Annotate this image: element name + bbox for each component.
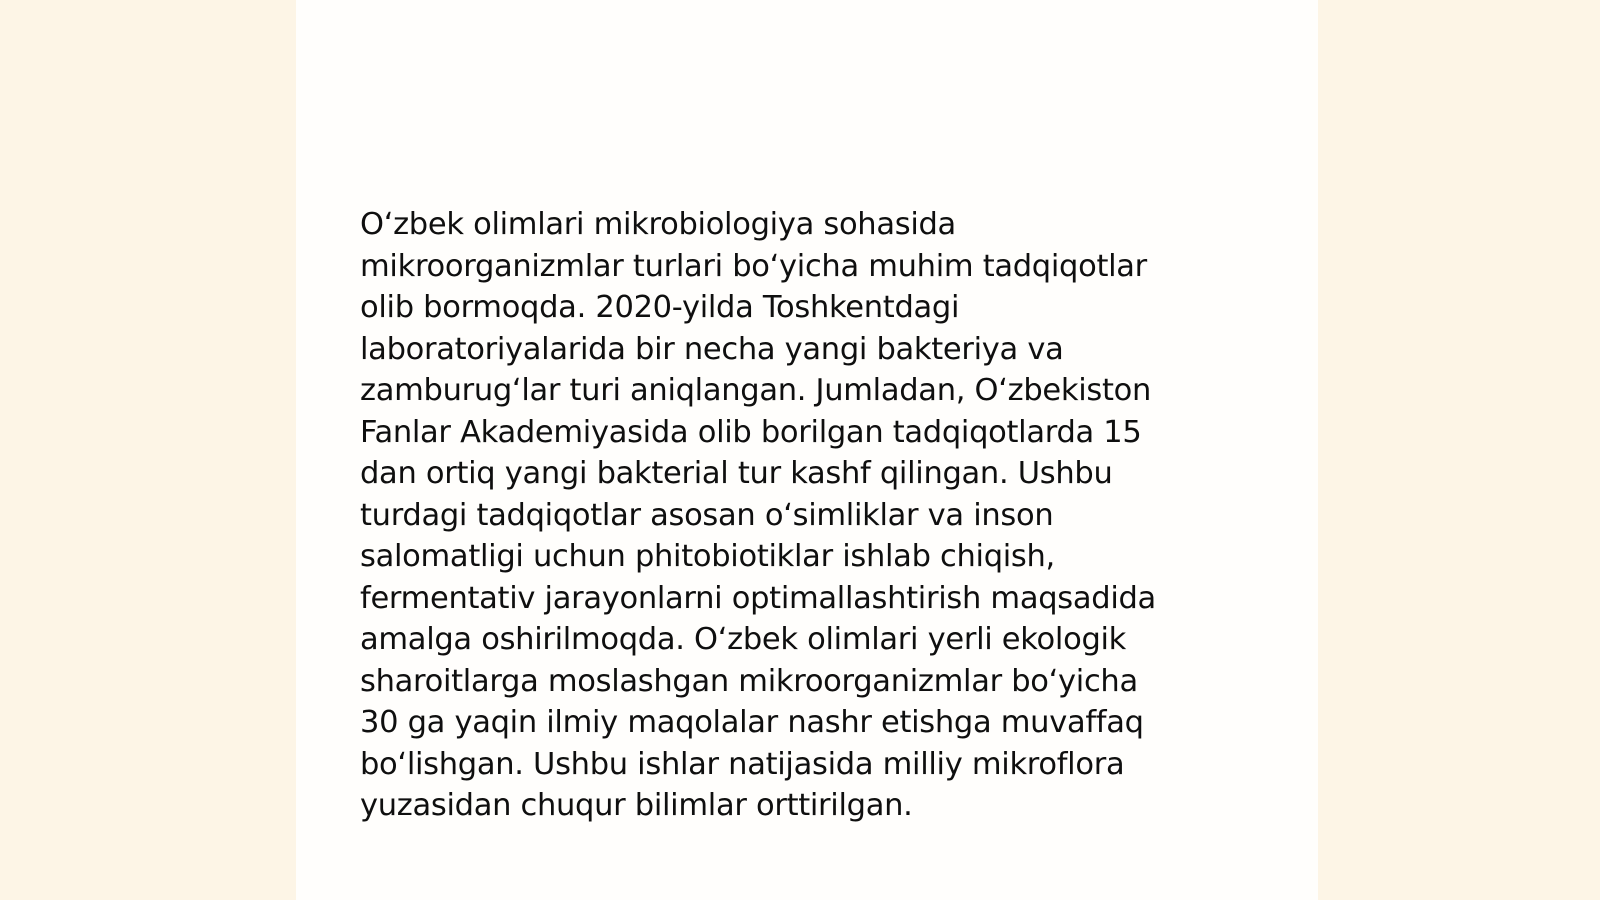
- document-page: [296, 0, 1318, 900]
- body-paragraph: O‘zbek olimlari mikrobiologiya sohasida mikroorganizmlar turlari bo‘yicha muhim tadqiqotlar olib bormoqda. 2020-yilda Toshkentdagi laboratoriyalarida bir necha yangi bakteriya va zamburug‘lar turi aniqlangan. Jumladan, O‘zbekiston Fanlar Akademiyasida olib borilgan tadqiqotlarda 15 dan ortiq yangi bakterial tur kashf qilingan. Ushbu turdagi tadqiqotlar asosan o‘simliklar va inson salomatligi uchun phitobiotiklar ishlab chiqish, fermentativ jarayonlarni optimallashtirish maqsadida amalga oshirilmoqda. O‘zbek olimlari yerli ekologik sharoitlarga moslashgan mikroorganizmlar bo‘yicha 30 ga yaqin ilmiy maqolalar nashr etishga muvaffaq bo‘lishgan. Ushbu ishlar natijasida milliy mikroflora yuzasidan chuqur bilimlar orttirilgan.: [360, 207, 1156, 823]
